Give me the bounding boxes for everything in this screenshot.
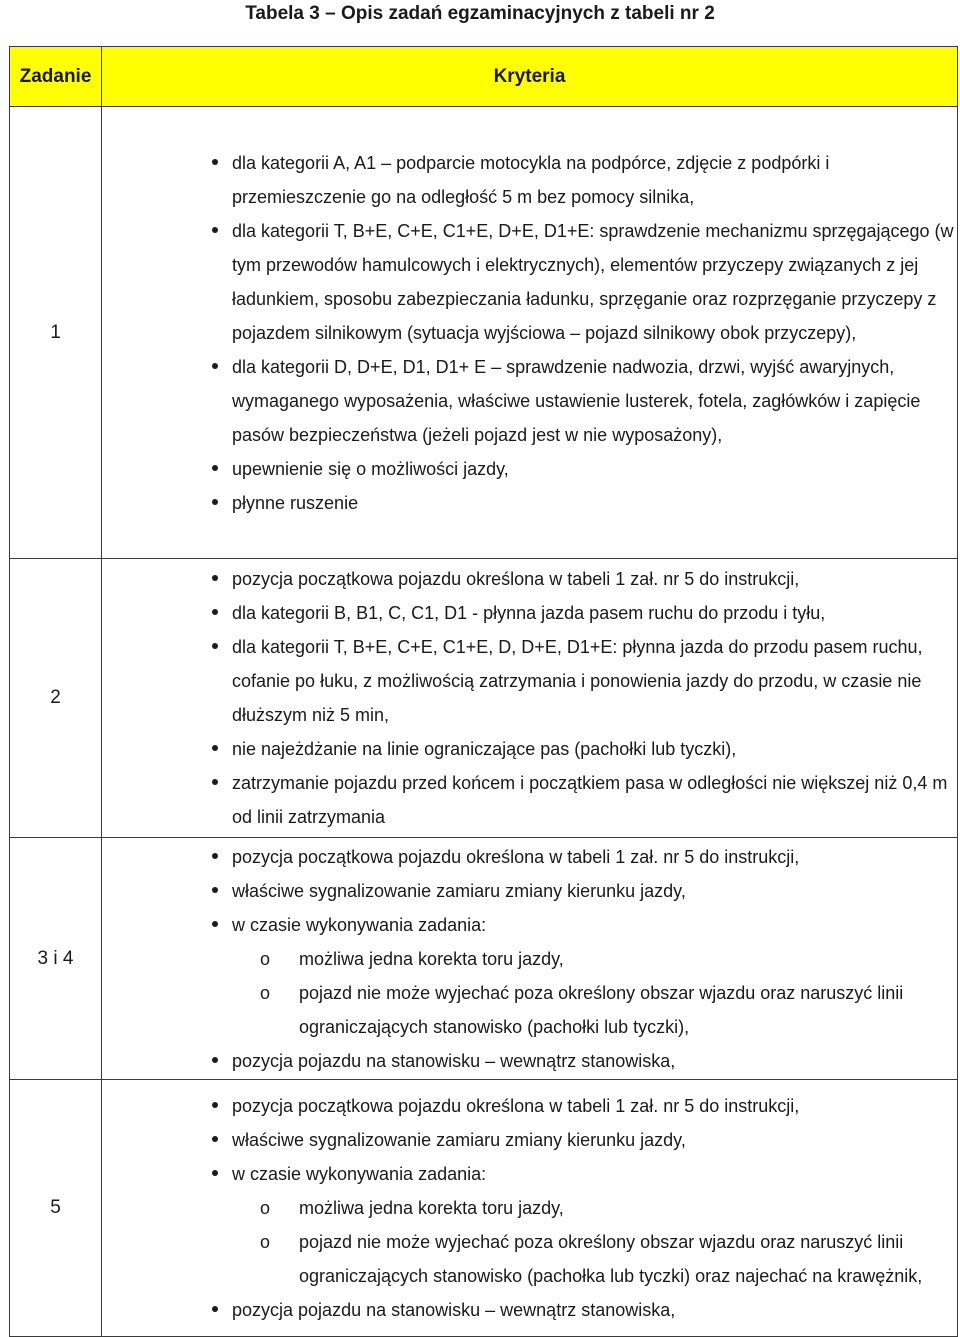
sub-list-item-text: możliwa jedna korekta toru jazdy, [299, 1198, 564, 1218]
list-item-text: w czasie wykonywania zadania: [232, 914, 487, 935]
table-row [10, 1080, 958, 1337]
sub-list-item [232, 1225, 957, 1293]
bullet-icon [212, 609, 218, 615]
list-item [102, 596, 957, 630]
bullet-icon [212, 1057, 218, 1063]
header-row [10, 47, 958, 107]
list-item [102, 766, 957, 834]
header-kryteria: Kryteria [102, 47, 958, 107]
list-item-text: dla kategorii A, A1 – podparcie motocykla na podpórce, zdjęcie z podpórki i przemieszczenie go na odległość 5 m bez pomocy silnika, [232, 152, 830, 207]
list-item-text: właściwe sygnalizowanie zamiaru zmiany kierunku jazdy, [232, 1130, 686, 1150]
bullet-icon [212, 465, 218, 471]
bullet-icon [212, 363, 218, 369]
sub-list-item-text: pojazd nie może wyjechać poza określony obszar wjazdu oraz naruszyć linii ograniczających stanowisko (pachołka lub tyczki) oraz najechać na krawężnik, [299, 1232, 923, 1286]
task-number: 5 [10, 1080, 102, 1337]
list-item [102, 452, 957, 486]
task-number: 2 [10, 559, 102, 838]
list-item [102, 1089, 957, 1123]
list-item-text: płynne ruszenie [232, 492, 359, 513]
bullet-icon [212, 159, 218, 165]
list-item-text: pozycja pojazdu na stanowisku – wewnątrz stanowiska, [232, 1050, 676, 1071]
list-item [102, 350, 957, 452]
list-item-text: zatrzymanie pojazdu przed końcem i początkiem pasa w odległości nie większej niż 0,4 m od linii zatrzymania [232, 773, 948, 827]
table-row [10, 838, 958, 1080]
sub-list-item [232, 942, 957, 976]
circle-marker-icon: o [260, 948, 271, 969]
list-item [102, 630, 957, 732]
sub-list [232, 942, 957, 1044]
circle-marker-icon: o [260, 1198, 271, 1218]
list-item [102, 146, 957, 214]
list-item [102, 486, 957, 520]
list-item [102, 562, 957, 596]
criteria-list [102, 1089, 957, 1327]
list-item-text: właściwe sygnalizowanie zamiaru zmiany kierunku jazdy, [232, 880, 686, 901]
criteria-cell [102, 107, 958, 559]
list-item-text: pozycja początkowa pojazdu określona w tabeli 1 zał. nr 5 do instrukcji, [232, 1096, 800, 1116]
criteria-cell [102, 838, 958, 1080]
bullet-icon [212, 499, 218, 505]
task-number: 1 [10, 107, 102, 559]
table-row [10, 559, 958, 838]
header-zadanie: Zadanie [10, 47, 102, 107]
list-item-text: dla kategorii D, D+E, D1, D1+ E – sprawdzenie nadwozia, drzwi, wyjść awaryjnych, wymaganego wyposażenia, właściwe ustawienie lusterek, fotela, zagłówków i zapięcie pasów bezpieczeństwa (jeżeli pojazd jest w nie wyposażony), [232, 356, 921, 445]
criteria-cell [102, 559, 958, 838]
criteria-list [102, 562, 957, 834]
bullet-icon [212, 853, 218, 859]
sub-list [232, 1191, 957, 1293]
bullet-icon [212, 921, 218, 927]
list-item [102, 908, 957, 1044]
list-item [102, 1044, 957, 1078]
list-item [102, 1123, 957, 1157]
list-item-text: upewnienie się o możliwości jazdy, [232, 458, 509, 479]
list-item [102, 1293, 957, 1327]
list-item-text: nie najeżdżanie na linie ograniczające pas (pachołki lub tyczki), [232, 739, 737, 759]
sub-list-item [232, 1191, 957, 1225]
table-row [10, 107, 958, 559]
bullet-icon [212, 643, 218, 649]
list-item-text: pozycja pojazdu na stanowisku – wewnątrz stanowiska, [232, 1300, 676, 1320]
list-item-text: dla kategorii T, B+E, C+E, C1+E, D, D+E, D1+E: płynna jazda do przodu pasem ruchu, cofanie po łuku, z możliwością zatrzymania i ponowienia jazdy do przodu, w czasie nie dłuższym niż 5 min, [232, 637, 923, 725]
list-item-text: w czasie wykonywania zadania: [232, 1164, 487, 1184]
list-item [102, 214, 957, 350]
list-item-text: dla kategorii T, B+E, C+E, C1+E, D+E, D1+E: sprawdzenie mechanizmu sprzęgającego (w tym przewodów hamulcowych i elektrycznych), elementów przyczepy związanych z jej ładunkiem, sposobu zabezpieczania ładunku, sprzęganie oraz rozprzęganie przyczepy z pojazdem silnikowym (sytuacja wyjściowa – pojazd silnikowy obok przyczepy), [232, 220, 954, 343]
sub-list-item-text: możliwa jedna korekta toru jazdy, [299, 948, 564, 969]
list-item [102, 874, 957, 908]
list-item-text: pozycja początkowa pojazdu określona w tabeli 1 zał. nr 5 do instrukcji, [232, 569, 800, 589]
table-title: Tabela 3 – Opis zadań egzaminacyjnych z tabeli nr 2 [245, 3, 715, 24]
criteria-cell [102, 1080, 958, 1337]
list-item [102, 732, 957, 766]
criteria-list [102, 146, 957, 520]
list-item-text: dla kategorii B, B1, C, C1, D1 - płynna jazda pasem ruchu do przodu i tyłu, [232, 603, 826, 623]
bullet-icon [212, 227, 218, 233]
bullet-icon [212, 575, 218, 581]
list-item [102, 840, 957, 874]
criteria-table [9, 46, 958, 1337]
criteria-list [102, 840, 957, 1078]
bullet-icon [212, 1306, 218, 1312]
sub-list-item [232, 976, 957, 1044]
list-item-text: pozycja początkowa pojazdu określona w tabeli 1 zał. nr 5 do instrukcji, [232, 846, 800, 867]
list-item [102, 1157, 957, 1293]
bullet-icon [212, 1136, 218, 1142]
bullet-icon [212, 1102, 218, 1108]
bullet-icon [212, 745, 218, 751]
bullet-icon [212, 887, 218, 893]
circle-marker-icon: o [260, 982, 271, 1003]
circle-marker-icon: o [260, 1232, 271, 1252]
task-number: 3 i 4 [10, 838, 102, 1080]
bullet-icon [212, 779, 218, 785]
sub-list-item-text: pojazd nie może wyjechać poza określony obszar wjazdu oraz naruszyć linii ograniczających stanowisko (pachołki lub tyczki), [299, 982, 904, 1037]
bullet-icon [212, 1170, 218, 1176]
